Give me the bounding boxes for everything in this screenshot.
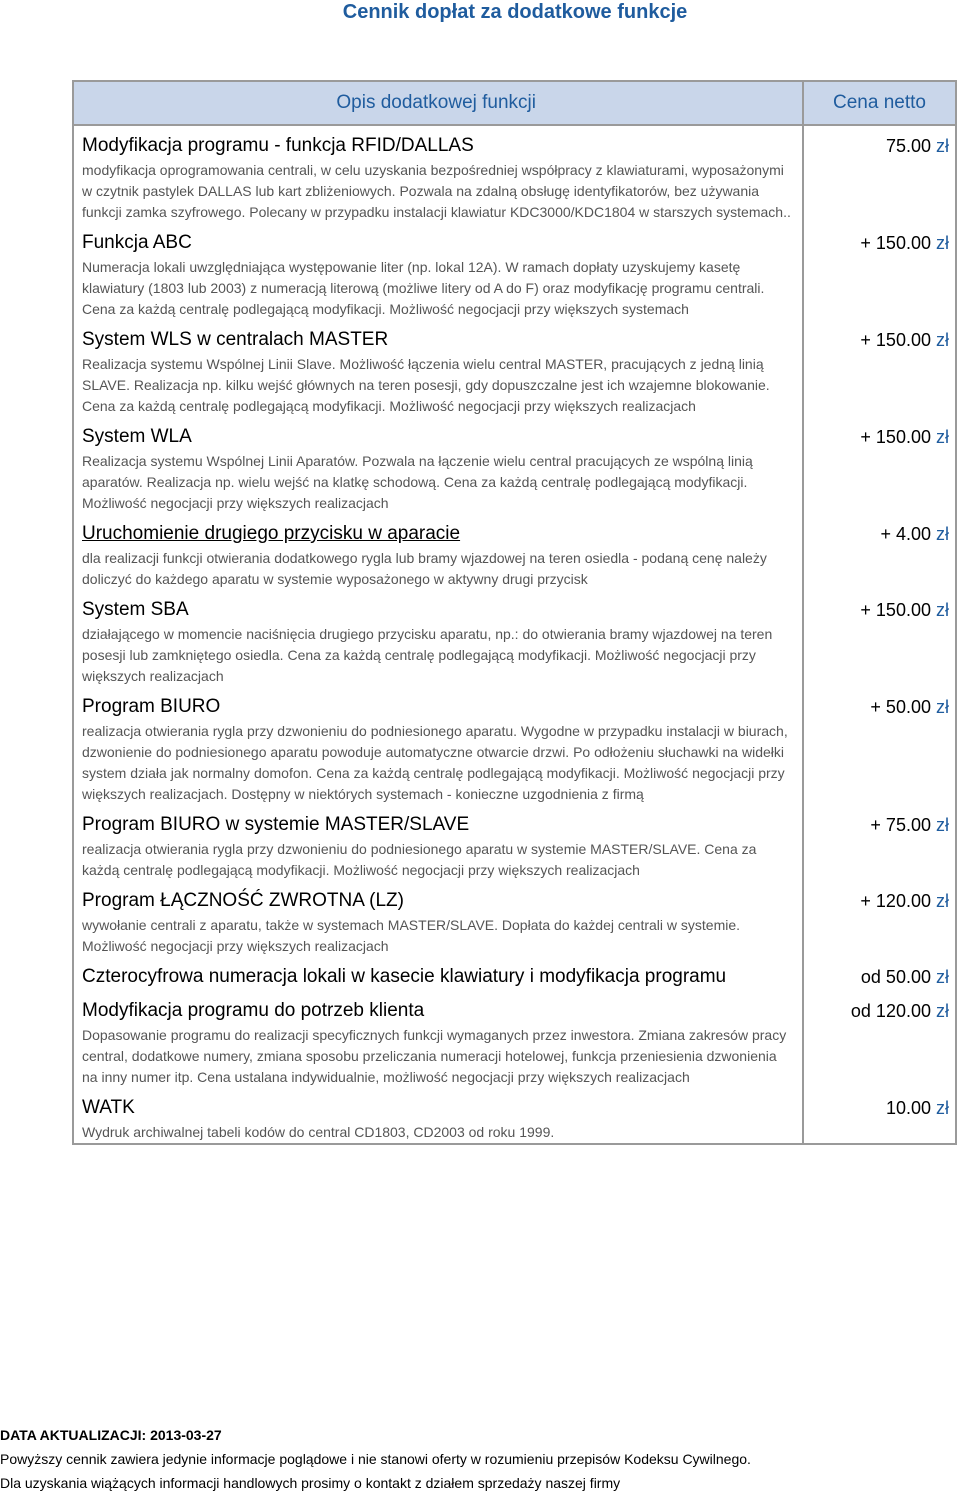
feature-description-cell <box>73 223 803 320</box>
price-currency: zł <box>936 330 949 350</box>
price-currency: zł <box>936 1001 949 1021</box>
price-value: + 120.00 <box>860 891 931 911</box>
price-value: + 50.00 <box>870 697 931 717</box>
feature-description: realizacja otwierania rygla przy dzwonieniu do podniesionego aparatu w systemie MASTER/SLAVE. Cena za każdą centralę podlegającą modyfikacji. Możliwość negocjacji przy większych realizacjach <box>82 841 757 878</box>
price-value: + 150.00 <box>860 427 931 447</box>
feature-title: Modyfikacja programu - funkcja RFID/DALLAS <box>82 135 474 156</box>
feature-description-cell <box>73 687 803 805</box>
table-row <box>73 957 956 991</box>
price-currency: zł <box>936 815 949 835</box>
feature-description-cell <box>73 125 803 223</box>
feature-title: Uruchomienie drugiego przycisku w aparacie <box>82 523 461 544</box>
price-value: 75.00 <box>885 136 931 156</box>
table-header-row <box>73 81 956 125</box>
feature-title: Czterocyfrowa numeracja lokali w kasecie klawiatury i modyfikacja programu <box>82 966 727 987</box>
feature-title: System SBA <box>82 599 189 620</box>
price-value: + 4.00 <box>880 524 931 544</box>
feature-description: wywołanie centrali z aparatu, także w systemach MASTER/SLAVE. Dopłata do każdej centrali w systemie. Możliwość negocjacji przy większych realizacjach <box>82 917 741 954</box>
feature-description-cell <box>73 881 803 957</box>
table-row <box>73 320 956 417</box>
feature-title: WATK <box>82 1097 135 1118</box>
price-value: 10.00 <box>885 1098 931 1118</box>
feature-description-cell <box>73 320 803 417</box>
feature-title: Program BIURO <box>82 696 221 717</box>
feature-description-cell <box>73 1088 803 1144</box>
feature-description-cell <box>73 957 803 991</box>
feature-description: Numeracja lokali uwzględniająca występowanie liter (np. lokal 12A). W ramach dopłaty uzyskujemy kasetę klawiatury (1803 lub 2003) z numeracją literową (możliwe litery od A do F) oraz modyfikację programu centrali. Cena za każdą centralę podlegającą modyfikacji. Możliwość negocjacji przy większych systemach <box>82 259 765 317</box>
price-cell <box>803 417 956 514</box>
table-row <box>73 687 956 805</box>
table-row <box>73 991 956 1088</box>
price-table <box>72 80 957 1145</box>
contact-note: Dla uzyskania wiążących informacji handlowych prosimy o kontakt z działem sprzedaży naszej firmy <box>0 1475 621 1491</box>
disclaimer-line: Powyższy cennik zawiera jedynie informacje poglądowe i nie stanowi oferty w rozumieniu przepisów Kodeksu Cywilnego. <box>0 1451 751 1467</box>
feature-title: Program ŁĄCZNOŚĆ ZWROTNA (LZ) <box>82 890 404 911</box>
page-title: Cennik dopłat za dodatkowe funkcje <box>342 1 688 23</box>
price-cell <box>803 320 956 417</box>
price-currency: zł <box>936 1098 949 1118</box>
price-currency: zł <box>936 427 949 447</box>
table-row <box>73 1088 956 1144</box>
price-cell <box>803 125 956 223</box>
feature-description: działającego w momencie naciśnięcia drugiego przycisku aparatu, np.: do otwierania bramy wjazdowej na teren posesji lub zamkniętego osiedla. Cena za każdą centralę podlegającą modyfikacji. Możliwość negocjacji przy większych realizacjach <box>82 626 773 684</box>
feature-description: dla realizacji funkcji otwierania dodatkowego rygla lub bramy wjazdowej na teren osiedla - podaną cenę należy doliczyć do każdego aparatu w systemie wyposażonego w aktywny drugi przycisk <box>82 550 767 587</box>
price-cell <box>803 223 956 320</box>
table-row <box>73 417 956 514</box>
price-value: + 150.00 <box>860 233 931 253</box>
table-row <box>73 125 956 223</box>
price-value: + 150.00 <box>860 330 931 350</box>
price-currency: zł <box>936 136 949 156</box>
feature-description-cell <box>73 991 803 1088</box>
feature-title: Funkcja ABC <box>82 232 192 253</box>
price-cell <box>803 590 956 687</box>
feature-title: System WLA <box>82 426 192 447</box>
price-cell <box>803 514 956 590</box>
price-value: od 120.00 <box>850 1001 931 1021</box>
price-currency: zł <box>936 967 949 987</box>
price-currency: zł <box>936 891 949 911</box>
table-row <box>73 514 956 590</box>
feature-description: Dopasowanie programu do realizacji specyficznych funkcji wymaganych przez inwestora. Zmiana zakresów pracy central, dodatkowe numery, zmiana sposobu przeliczania numeracji hotelowej, funkcja przeniesienia dzwonienia na inny numer itp. Cena ustalana indywidualnie, możliwość negocjacji przy większych realizacjach <box>82 1027 787 1085</box>
column-header-price: Cena netto <box>803 81 956 125</box>
feature-description-cell <box>73 590 803 687</box>
price-currency: zł <box>936 233 949 253</box>
price-cell <box>803 687 956 805</box>
price-currency: zł <box>936 600 949 620</box>
table-row <box>73 590 956 687</box>
feature-description-cell <box>73 417 803 514</box>
update-date: DATA AKTUALIZACJI: 2013-03-27 <box>0 1427 222 1443</box>
feature-description-cell <box>73 805 803 881</box>
feature-description: Wydruk archiwalnej tabeli kodów do central CD1803, CD2003 od roku 1999. <box>82 1124 555 1140</box>
feature-description: Realizacja systemu Wspólnej Linii Slave. Możliwość łączenia wielu central MASTER, pracujących z jedną linią SLAVE. Realizacja np. kilku wejść głównych na teren posesji, gdy dopuszczalne jest ich wzajemne blokowanie. Cena za każdą centralę podlegającą modyfikacji. Możliwość negocjacji przy większych realizacjach <box>82 356 770 414</box>
price-value: od 50.00 <box>860 967 931 987</box>
feature-description: realizacja otwierania rygla przy dzwonieniu do podniesionego aparatu. Wygodne w przypadku instalacji w biurach, dzwonienie do podniesionego aparatu powoduje automatyczne otwarcie drzwi. Po odłożeniu słuchawki na widełki system działa jak normalny domofon. Cena za każdą centralę podlegającą modyfikacji. Możliwość negocjacji przy większych realizacjach. Dostępny w niektórych systemach - konieczne uzgodnienia z firmą <box>82 723 788 802</box>
price-value: + 75.00 <box>870 815 931 835</box>
price-value: + 150.00 <box>860 600 931 620</box>
price-cell <box>803 805 956 881</box>
feature-description: Realizacja systemu Wspólnej Linii Aparatów. Pozwala na łączenie wielu central pracujących ze wspólną linią aparatów. Realizacja np. wielu wejść na klatkę schodową. Cena za każdą centralę podlegającą modyfikacji. Możliwość negocjacji przy większych realizacjach <box>82 453 753 511</box>
table-row <box>73 223 956 320</box>
feature-title: Program BIURO w systemie MASTER/SLAVE <box>82 814 470 835</box>
feature-description: modyfikacja oprogramowania centrali, w celu uzyskania bezpośredniej współpracy z klawiaturami, wyposażonymi w czytnik pastylek DALLAS lub kart zbliżeniowych. Pozwala na zdalną obsługę identyfikatorów, bez używania funkcji zamka szyfrowego. Polecany w przypadku instalacji klawiatur KDC3000/KDC1804 w starszych systemach.. <box>82 162 791 220</box>
feature-title: Modyfikacja programu do potrzeb klienta <box>82 1000 425 1021</box>
table-row <box>73 881 956 957</box>
feature-description-cell <box>73 514 803 590</box>
column-header-description: Opis dodatkowej funkcji <box>73 81 803 125</box>
price-cell <box>803 881 956 957</box>
price-cell <box>803 957 956 991</box>
price-cell <box>803 991 956 1088</box>
price-cell <box>803 1088 956 1144</box>
price-currency: zł <box>936 697 949 717</box>
price-currency: zł <box>936 524 949 544</box>
table-row <box>73 805 956 881</box>
feature-title: System WLS w centralach MASTER <box>82 329 389 350</box>
